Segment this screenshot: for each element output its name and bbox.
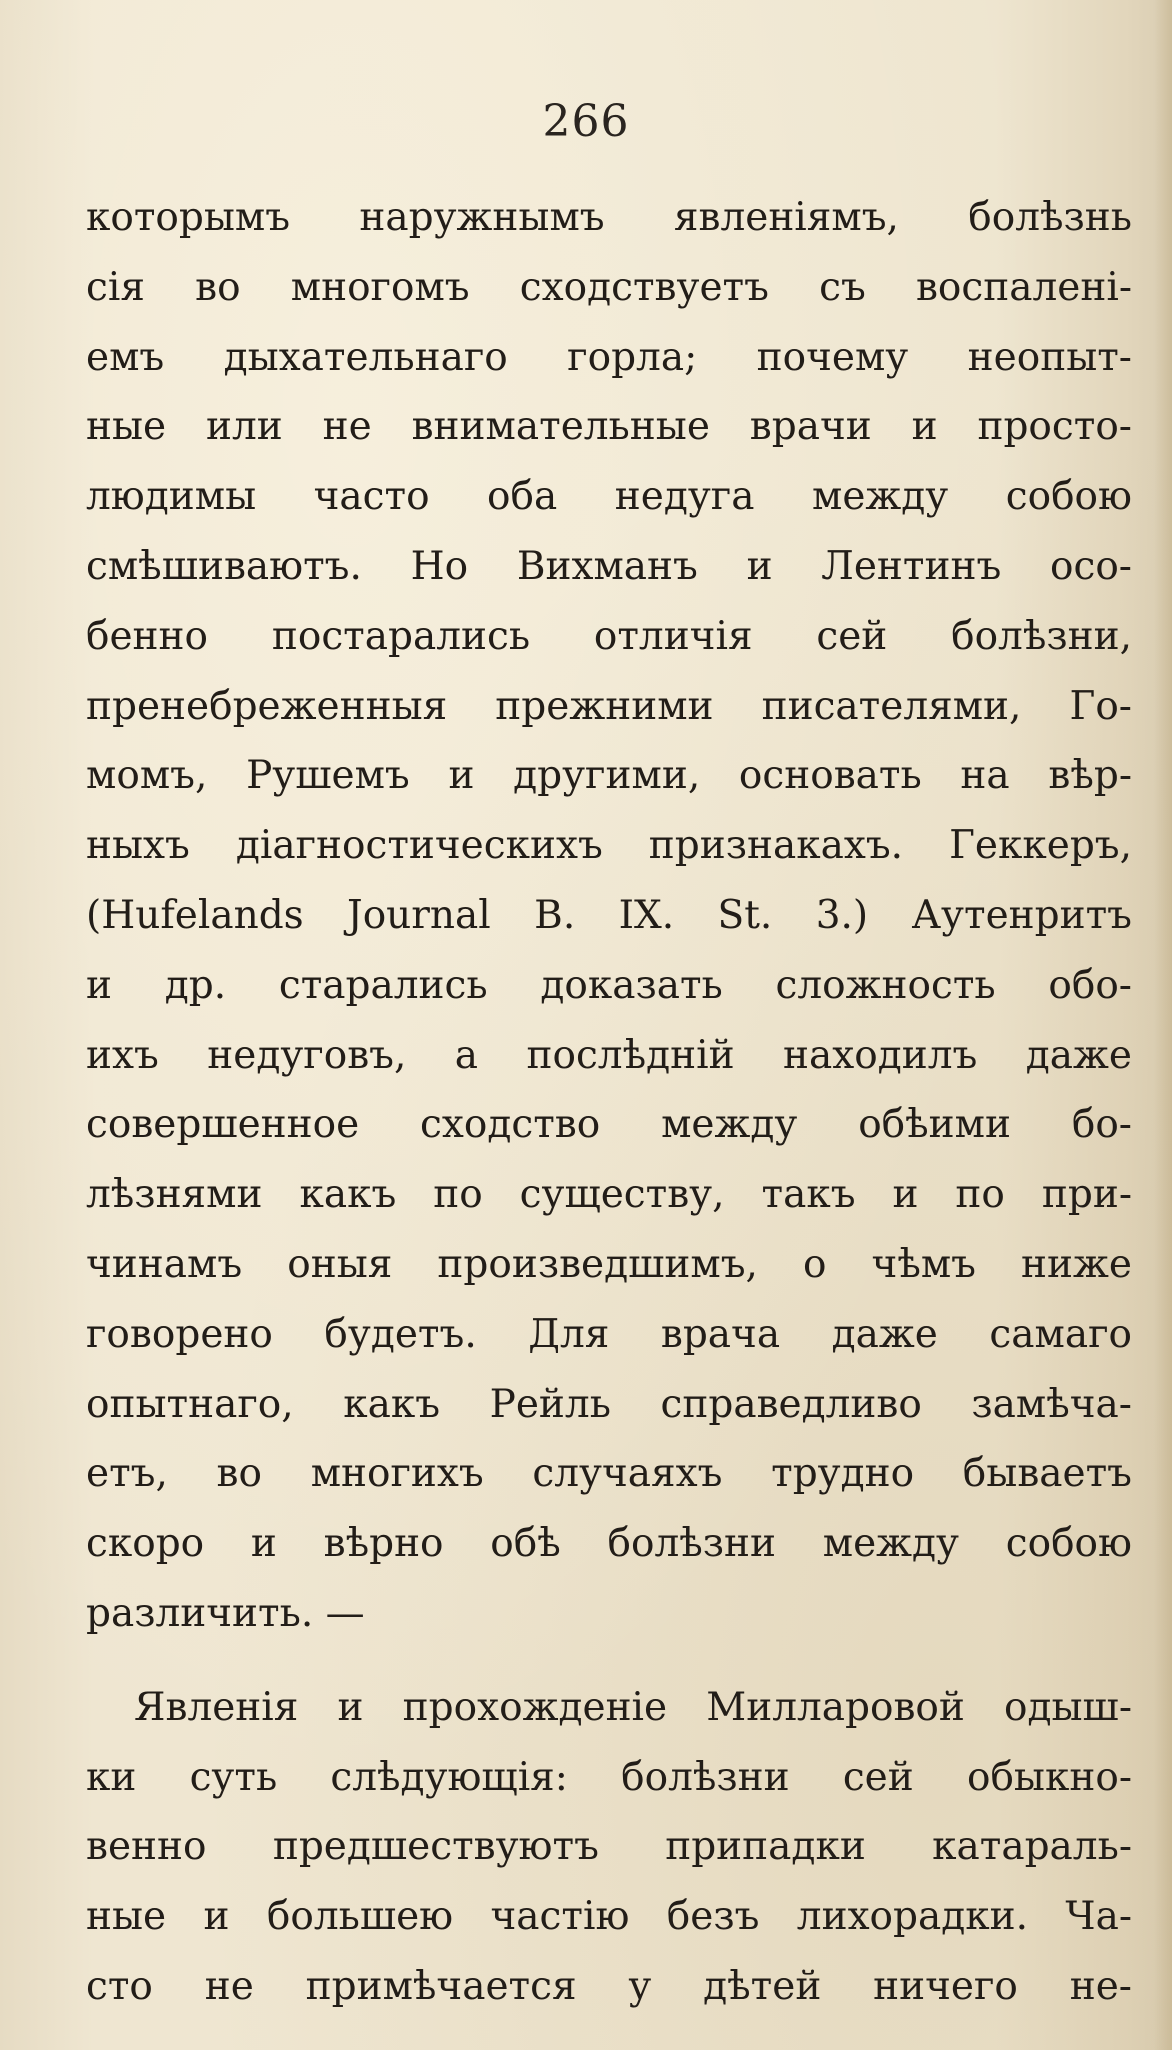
text-line: пренебреженныя прежними писателями, Го- xyxy=(86,683,1132,729)
text-line: венно предшествуютъ припадки катараль- xyxy=(86,1824,1132,1870)
text-line: (Hufelands Journal B. IX. St. 3.) Аутенритъ xyxy=(86,892,1132,938)
text-line: различить. — xyxy=(86,1590,365,1636)
text-line: ихъ недуговъ, а послѣдній находилъ даже xyxy=(86,1032,1132,1078)
text-line: смѣшиваютъ. Но Вихманъ и Лентинъ осо- xyxy=(86,543,1132,589)
text-line: ные и большею частію безъ лихорадки. Ча- xyxy=(86,1894,1132,1940)
paragraph-2 xyxy=(86,1673,1132,2022)
text-line: опытнаго, какъ Рейль справедливо замѣча- xyxy=(86,1381,1132,1427)
text-line: момъ, Рушемъ и другими, основать на вѣр- xyxy=(86,753,1132,799)
text-line: ные или не внимательные врачи и просто- xyxy=(86,404,1132,450)
paragraph-1 xyxy=(86,183,1132,1649)
text-line: и др. старались доказать сложность обо- xyxy=(86,962,1132,1008)
text-line: ныхъ діагностическихъ признакахъ. Геккеръ, xyxy=(86,823,1132,869)
page-edge-shadow xyxy=(1154,0,1172,2050)
text-line: скоро и вѣрно обѣ болѣзни между собою xyxy=(86,1521,1132,1567)
text-line: чинамъ оныя произведшимъ, о чѣмъ ниже xyxy=(86,1241,1132,1287)
text-line: етъ, во многихъ случаяхъ трудно бываетъ xyxy=(86,1451,1132,1497)
text-line: бенно постарались отличія сей болѣзни, xyxy=(86,613,1132,659)
text-line: ки суть слѣдующія: болѣзни сей обыкно- xyxy=(86,1754,1132,1800)
text-line: людимы часто оба недуга между собою xyxy=(86,474,1132,520)
text-line: говорено будетъ. Для врача даже самаго xyxy=(86,1311,1132,1357)
text-line: совершенное сходство между обѣими бо- xyxy=(86,1102,1132,1148)
body-text xyxy=(86,183,1132,2022)
text-line: которымъ наружнымъ явленіямъ, болѣзнь xyxy=(86,195,1132,240)
text-line: сто не примѣчается у дѣтей ничего не- xyxy=(86,1963,1132,2009)
text-line: сія во многомъ сходствуетъ съ воспаленi- xyxy=(86,264,1132,310)
text-line: Явленія и прохожденіе Милларовой одыш- xyxy=(134,1684,1132,1730)
page-number: 266 xyxy=(542,96,630,147)
text-line: емъ дыхательнаго горла; почему неопыт- xyxy=(86,334,1132,380)
text-line: лѣзнями какъ по существу, такъ и по при- xyxy=(86,1172,1132,1218)
paragraph-gap xyxy=(86,1649,1132,1673)
